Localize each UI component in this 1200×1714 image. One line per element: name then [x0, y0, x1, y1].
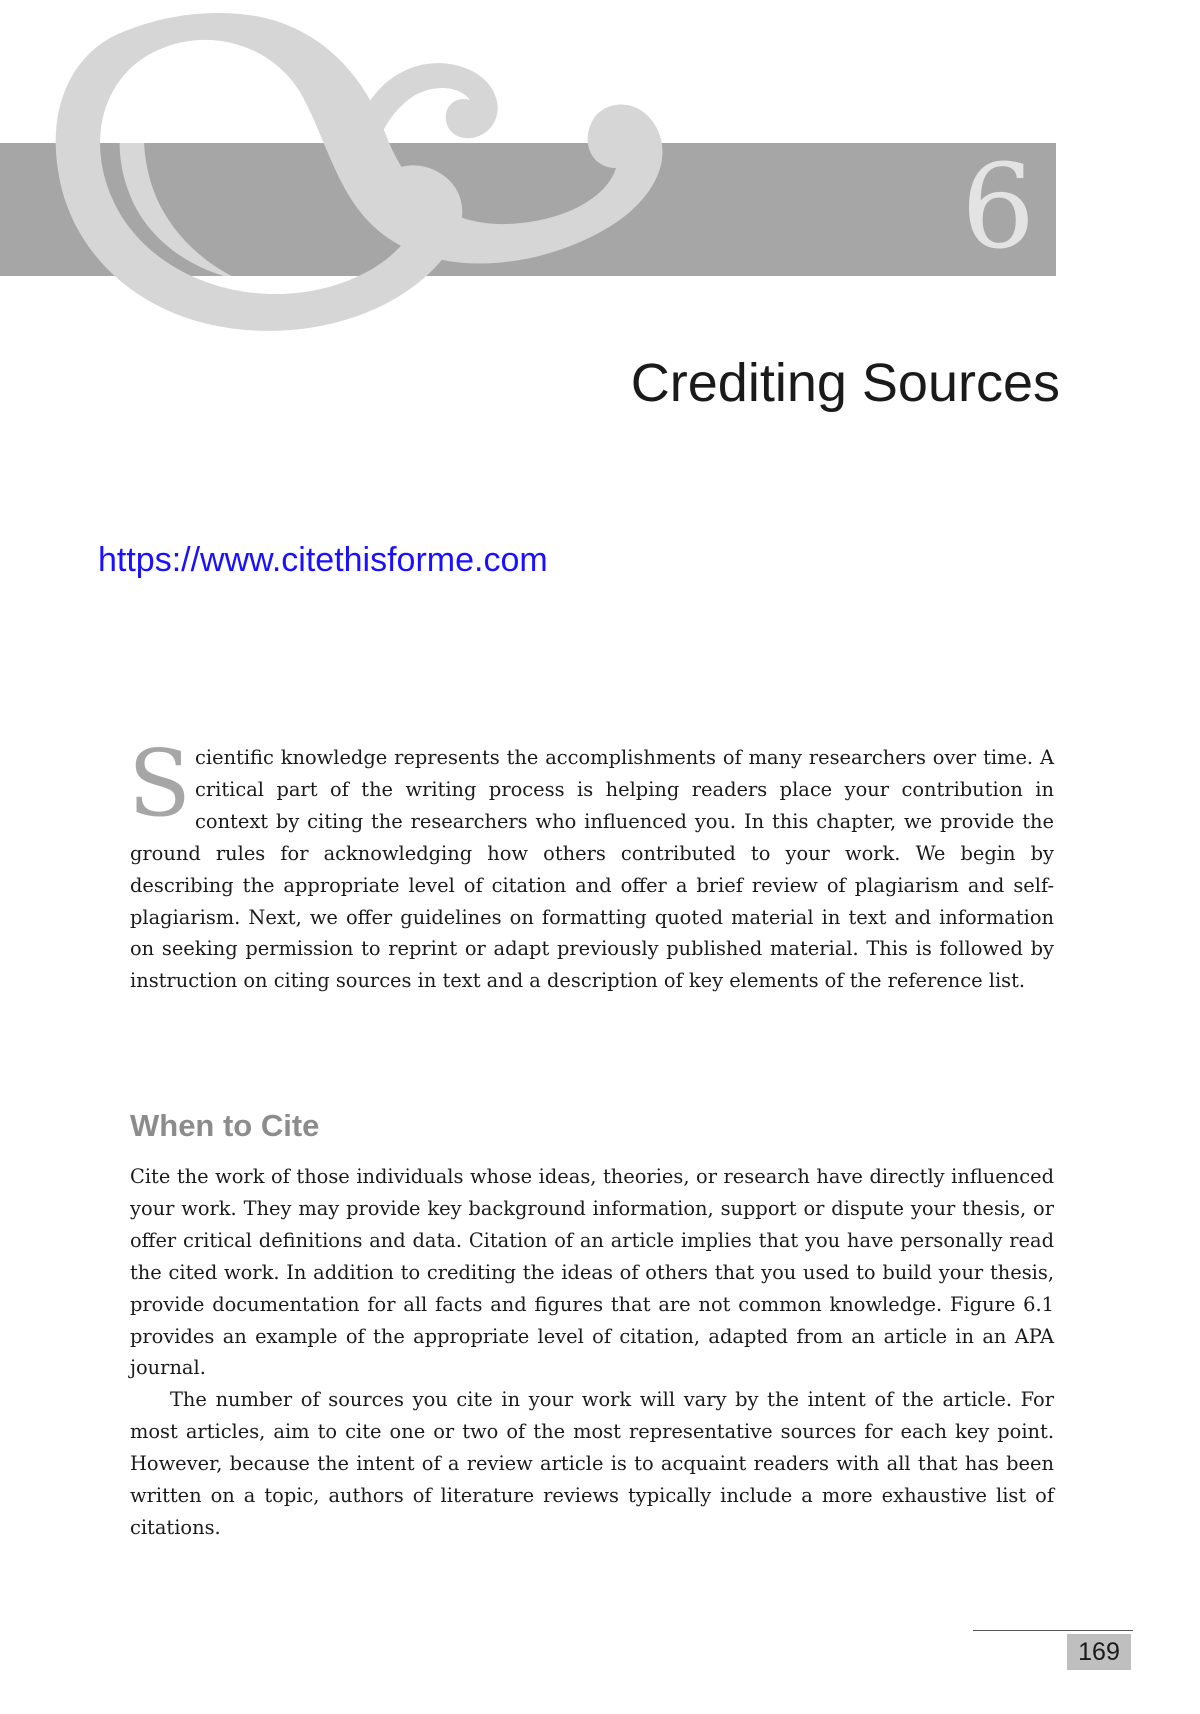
drop-cap: S — [128, 730, 192, 837]
page-number: 169 — [1067, 1634, 1131, 1670]
chapter-title: Crediting Sources — [630, 353, 1060, 413]
body-paragraph: The number of sources you cite in your work will vary by the intent of the article. For most articles, aim to cite one or two of the most representative sources for each key point. However, because the intent of a review article is to acquaint readers with all that has been written on a topic, authors of literature reviews typically include a more exhaustive list of citations. — [130, 1388, 1054, 1539]
intro-paragraph — [128, 730, 1054, 997]
intro-text: cientific knowledge represents the accomplishments of many researchers over time. A critical part of the writing process is helping readers place your contribution in context by citing the researchers who influenced you. In this chapter, we provide the ground rules for acknowledging how others contributed to your work. We begin by describing the appropriate level of citation and offer a brief review of plagiarism and self-plagiarism. Next, we offer guidelines on formatting quoted material in text and information on seeking permission to reprint or adapt previously published material. This is followed by instruction on citing sources in text and a description of key elements of the reference list. — [130, 746, 1054, 993]
chapter-number: 6 — [961, 140, 1035, 275]
source-link[interactable]: https://www.citethisforme.com — [98, 541, 548, 579]
body-paragraph: Cite the work of those individuals whose ideas, theories, or research have directly influenced your work. They may provide key background information, support or dispute your thesis, or offer critical definitions and data. Citation of an article implies that you have personally read the cited work. In addition to crediting the ideas of others that you used to build your thesis, provide documentation for all facts and figures that are not common knowledge. Figure 6.1 provides an example of the appropriate level of citation, adapted from an article in an APA journal. — [130, 1165, 1054, 1380]
page-number-rule — [973, 1630, 1133, 1631]
decorative-flourish-icon — [0, 0, 720, 340]
section-body — [130, 1161, 1054, 1544]
section-heading: When to Cite — [130, 1108, 320, 1143]
